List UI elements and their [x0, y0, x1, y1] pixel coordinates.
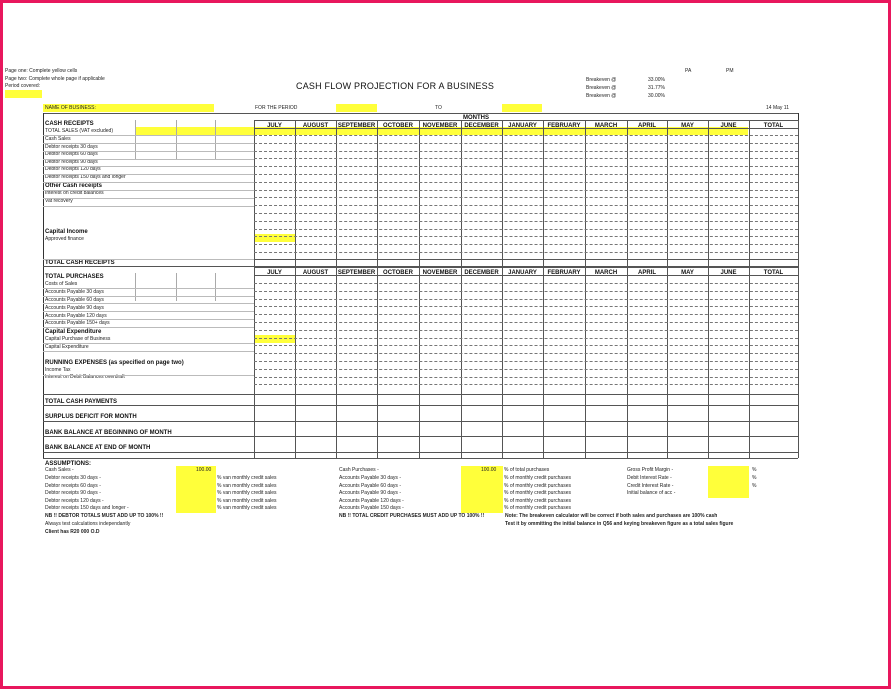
column-rule	[502, 120, 503, 458]
month-header: AUGUST	[302, 123, 329, 129]
row-rule	[254, 384, 798, 385]
table-border	[43, 458, 798, 459]
to-label: TO	[435, 105, 442, 111]
row-rule	[254, 205, 798, 206]
assumption-suffix: % of monthly credit purchases	[504, 475, 571, 481]
breakeven-label: Breakeven @	[586, 85, 617, 91]
assumption-suffix: % of total purchases	[504, 467, 550, 473]
period-covered-cell[interactable]	[5, 90, 42, 98]
receipt-row-label: Debtor receipts 30 days	[45, 144, 98, 150]
note-line: Page two: Complete whole page if applicable	[5, 76, 105, 82]
assumption-suffix: % of monthly credit purchases	[504, 505, 571, 511]
row-rule	[254, 283, 798, 284]
assumption-label: Cash Sales -	[45, 467, 74, 473]
percent-sign: %	[752, 475, 757, 481]
note-line: Period covered:	[5, 83, 41, 89]
label-row-rule	[43, 375, 254, 376]
label-row-rule	[43, 182, 254, 183]
row-rule	[254, 229, 798, 230]
label-subcolumn-rule	[215, 120, 216, 160]
row-rule	[254, 236, 798, 237]
assumption-label: Debtor receipts 90 days -	[45, 490, 101, 496]
purchase-assumption-inputs[interactable]	[461, 466, 503, 513]
row-rule	[254, 221, 798, 222]
breakeven-value: 30.00%	[648, 93, 665, 99]
label-row-rule	[43, 206, 254, 207]
assumption-suffix: % van monthly credit sales	[217, 490, 277, 496]
always-note: Always test calculations independantly	[45, 521, 131, 527]
purchases-heading: TOTAL PURCHASES	[45, 274, 104, 280]
month-header: JANUARY	[508, 270, 537, 276]
rate-assumption-inputs[interactable]	[708, 466, 749, 498]
receipt-row-label: Cash Sales	[45, 136, 71, 142]
summary-rule	[43, 421, 798, 422]
assumption-label: Debtor receipts 60 days -	[45, 483, 101, 489]
table-border	[43, 113, 798, 114]
assumption-label: Gross Profit Margin -	[627, 467, 674, 473]
purchase-row-label: Capital Expenditure	[45, 344, 89, 350]
cash-receipts-heading: CASH RECEIPTS	[45, 121, 94, 127]
assumption-label: Debit Interest Rate -	[627, 475, 672, 481]
label-row-rule	[43, 311, 254, 312]
label-row-rule	[43, 259, 254, 260]
label-row-rule	[43, 343, 254, 344]
summary-rule	[43, 394, 798, 395]
assumption-suffix: % van monthly credit sales	[217, 475, 277, 481]
summary-row-label: TOTAL CASH PAYMENTS	[45, 399, 118, 405]
purchase-row-label: Accounts Payable 90 days	[45, 305, 104, 311]
business-name-label: NAME OF BUSINESS:	[45, 105, 96, 111]
purchases-nb-note: NB !! TOTAL CREDIT PURCHASES MUST ADD UP TO 100% !!	[339, 513, 485, 519]
capital-purchase-cell[interactable]	[254, 335, 295, 343]
row-rule	[254, 361, 798, 362]
purchase-row-label: Accounts Payable 30 days	[45, 289, 104, 295]
assumption-label: Debtor receipts 30 days -	[45, 475, 101, 481]
receipt-row-label: Approved finance	[45, 236, 84, 242]
row-rule	[254, 182, 798, 183]
capital-income-heading: Capital Income	[45, 229, 88, 235]
label-row-rule	[43, 198, 254, 199]
pa-label: PA	[685, 68, 692, 74]
breakeven-value: 33.00%	[648, 77, 665, 83]
column-rule	[667, 120, 668, 458]
percent-sign: %	[752, 483, 757, 489]
column-rule	[585, 120, 586, 458]
assumption-label: Accounts Payable 30 days -	[339, 475, 401, 481]
total-header: TOTAL	[763, 270, 784, 276]
assumption-suffix: % of monthly credit purchases	[504, 498, 571, 504]
month-header: SEPTEMBER	[337, 270, 376, 276]
month-header: MAY	[681, 123, 694, 129]
purchase-row-label: Capital Purchase of Business	[45, 336, 111, 342]
period-end-cell[interactable]	[502, 104, 542, 112]
month-header: NOVEMBER	[422, 270, 458, 276]
column-rule	[461, 120, 462, 458]
label-subcolumn-rule	[176, 120, 177, 160]
label-row-rule	[43, 174, 254, 175]
assumption-suffix: % of monthly credit purchases	[504, 490, 571, 496]
assumption-label: Accounts Payable 60 days -	[339, 483, 401, 489]
month-header: APRIL	[638, 123, 656, 129]
receipt-row-label: Debtor receipts 90 days	[45, 159, 98, 165]
label-row-rule	[43, 319, 254, 320]
receipt-row-label: Debtor receipts 60 days	[45, 151, 98, 157]
receipt-row-label: TOTAL SALES (VAT excluded)	[45, 128, 113, 134]
assumption-label: Initial balance of acc -	[627, 490, 676, 496]
month-header: MARCH	[594, 270, 618, 276]
assumption-suffix: % of monthly credit purchases	[504, 483, 571, 489]
breakeven-label: Breakeven @	[586, 77, 617, 83]
test-note: Test it by ommitting the initial balance in Q56 and keying breakeven figure as a total sales figure	[505, 521, 734, 527]
assumption-suffix: % van monthly credit sales	[217, 498, 277, 504]
row-rule	[254, 158, 798, 159]
label-row-rule	[43, 351, 254, 352]
row-rule	[254, 244, 798, 245]
row-rule	[254, 353, 798, 354]
row-rule	[254, 306, 798, 307]
month-header: JANUARY	[508, 123, 537, 129]
row-rule	[254, 166, 798, 167]
column-rule	[798, 120, 799, 458]
month-header: JUNE	[720, 123, 737, 129]
assumptions-heading: ASSUMPTIONS:	[45, 461, 92, 467]
total-header: TOTAL	[763, 123, 784, 129]
label-row-rule	[43, 166, 254, 167]
month-header: OCTOBER	[383, 123, 413, 129]
other-receipts-heading: Other Cash receipts	[45, 183, 103, 189]
month-header: JULY	[267, 123, 282, 129]
summary-rule	[43, 436, 798, 437]
expense-row-label: Income Tax	[45, 367, 71, 373]
capex-heading: Capital Expenditure	[45, 329, 102, 335]
row-rule	[254, 330, 798, 331]
summary-row-label: BANK BALANCE AT BEGINNING OF MONTH	[45, 430, 172, 436]
percent-sign: %	[752, 467, 757, 473]
breakeven-value: 31.77%	[648, 85, 665, 91]
label-row-rule	[43, 143, 254, 144]
row-rule	[254, 369, 798, 370]
assumption-label: Credit Interest Rate -	[627, 483, 674, 489]
expense-row-label: Interest on Debit Balances overdraft	[45, 374, 125, 380]
receipt-row-label: Vat recovery	[45, 198, 73, 204]
receipt-row-label: Interest on credit balances	[45, 190, 104, 196]
label-row-rule	[43, 151, 254, 152]
breakeven-note: Note: The breakeven calculator will be correct if both sales and purchases are 100% cash	[505, 513, 718, 519]
summary-rule	[43, 266, 798, 267]
row-rule	[254, 135, 798, 136]
note-line: Page one: Complete yellow cells	[5, 68, 78, 74]
month-header: JUNE	[720, 270, 737, 276]
month-header: AUGUST	[302, 270, 329, 276]
assumption-label: Accounts Payable 120 days -	[339, 498, 404, 504]
assumption-label: Cash Purchases -	[339, 467, 379, 473]
purchase-row-label: Accounts Payable 150+ days	[45, 320, 110, 326]
running-expenses-heading: RUNNING EXPENSES (as specified on page two)	[45, 360, 184, 366]
month-header: DECEMBER	[464, 123, 499, 129]
cash-sales-value: 100.00	[196, 467, 212, 473]
page-title: CASH FLOW PROJECTION FOR A BUSINESS	[296, 81, 495, 91]
month-header: OCTOBER	[383, 270, 413, 276]
column-rule	[295, 120, 296, 458]
purchase-row-label: Costs of Sales	[45, 281, 78, 287]
row-rule	[254, 291, 798, 292]
breakeven-label: Breakeven @	[586, 93, 617, 99]
date-text: 14 May 11	[766, 105, 789, 111]
month-header: SEPTEMBER	[337, 123, 376, 129]
label-subcolumn-rule	[135, 120, 136, 160]
column-rule	[708, 120, 709, 458]
label-row-rule	[43, 159, 254, 160]
row-rule	[254, 143, 798, 144]
row-rule	[254, 314, 798, 315]
assumption-suffix: % van monthly credit sales	[217, 505, 277, 511]
month-header: JULY	[267, 270, 282, 276]
row-rule	[254, 151, 798, 152]
worksheet-page	[3, 3, 888, 686]
receipt-row-label: Debtor receipts 150 days and longer	[45, 174, 126, 180]
assumption-label: Debtor receipts 120 days -	[45, 498, 104, 504]
label-row-rule	[43, 288, 254, 289]
assumption-label: Accounts Payable 90 days -	[339, 490, 401, 496]
table-border	[43, 113, 44, 458]
row-rule	[254, 213, 798, 214]
period-label: FOR THE PERIOD	[255, 105, 298, 111]
month-header: FEBRUARY	[547, 270, 581, 276]
purchase-row-label: Accounts Payable 60 days	[45, 297, 104, 303]
month-header: NOVEMBER	[422, 123, 458, 129]
month-header: MAY	[681, 270, 694, 276]
month-header: MARCH	[594, 123, 618, 129]
assumption-label: Accounts Payable 150 days -	[339, 505, 404, 511]
purchase-row-label: Accounts Payable 120 days	[45, 313, 107, 319]
summary-rule	[254, 259, 798, 260]
summary-row-label: BANK BALANCE AT END OF MONTH	[45, 445, 151, 451]
column-rule	[254, 120, 255, 458]
label-row-rule	[43, 327, 254, 328]
column-rule	[627, 120, 628, 458]
row-rule	[254, 338, 798, 339]
row-rule	[254, 197, 798, 198]
row-rule	[254, 377, 798, 378]
month-header: DECEMBER	[464, 270, 499, 276]
pm-label: PM	[726, 68, 734, 74]
months-label: MONTHS	[463, 115, 489, 121]
column-rule	[336, 120, 337, 458]
column-rule	[419, 120, 420, 458]
period-start-cell[interactable]	[336, 104, 377, 112]
month-header: APRIL	[638, 270, 656, 276]
total-cash-receipts-label: TOTAL CASH RECEIPTS	[45, 260, 115, 266]
summary-rule	[43, 452, 798, 453]
column-rule	[543, 120, 544, 458]
row-rule	[254, 299, 798, 300]
row-rule	[254, 345, 798, 346]
row-rule	[254, 252, 798, 253]
row-rule	[254, 322, 798, 323]
assumption-suffix: % van monthly credit sales	[217, 483, 277, 489]
summary-row-label: SURPLUS DEFICIT FOR MONTH	[45, 414, 137, 420]
column-rule	[377, 120, 378, 458]
cash-purchases-value: 100.00	[481, 467, 497, 473]
assumption-label: Debtor receipts 150 days and longer -	[45, 505, 129, 511]
row-rule	[254, 190, 798, 191]
client-note: Client has R20 000 O.D	[45, 529, 100, 535]
receipt-row-label: Debtor receipts 120 days	[45, 166, 101, 172]
month-header: FEBRUARY	[547, 123, 581, 129]
column-rule	[749, 120, 750, 458]
row-rule	[254, 174, 798, 175]
label-row-rule	[43, 190, 254, 191]
debtor-nb-note: NB !! DEBTOR TOTALS MUST ADD UP TO 100% !!	[45, 513, 164, 519]
label-row-rule	[43, 303, 254, 304]
label-row-rule	[43, 135, 254, 136]
debtor-assumption-inputs[interactable]	[176, 466, 216, 513]
label-row-rule	[43, 296, 254, 297]
summary-rule	[43, 405, 798, 406]
